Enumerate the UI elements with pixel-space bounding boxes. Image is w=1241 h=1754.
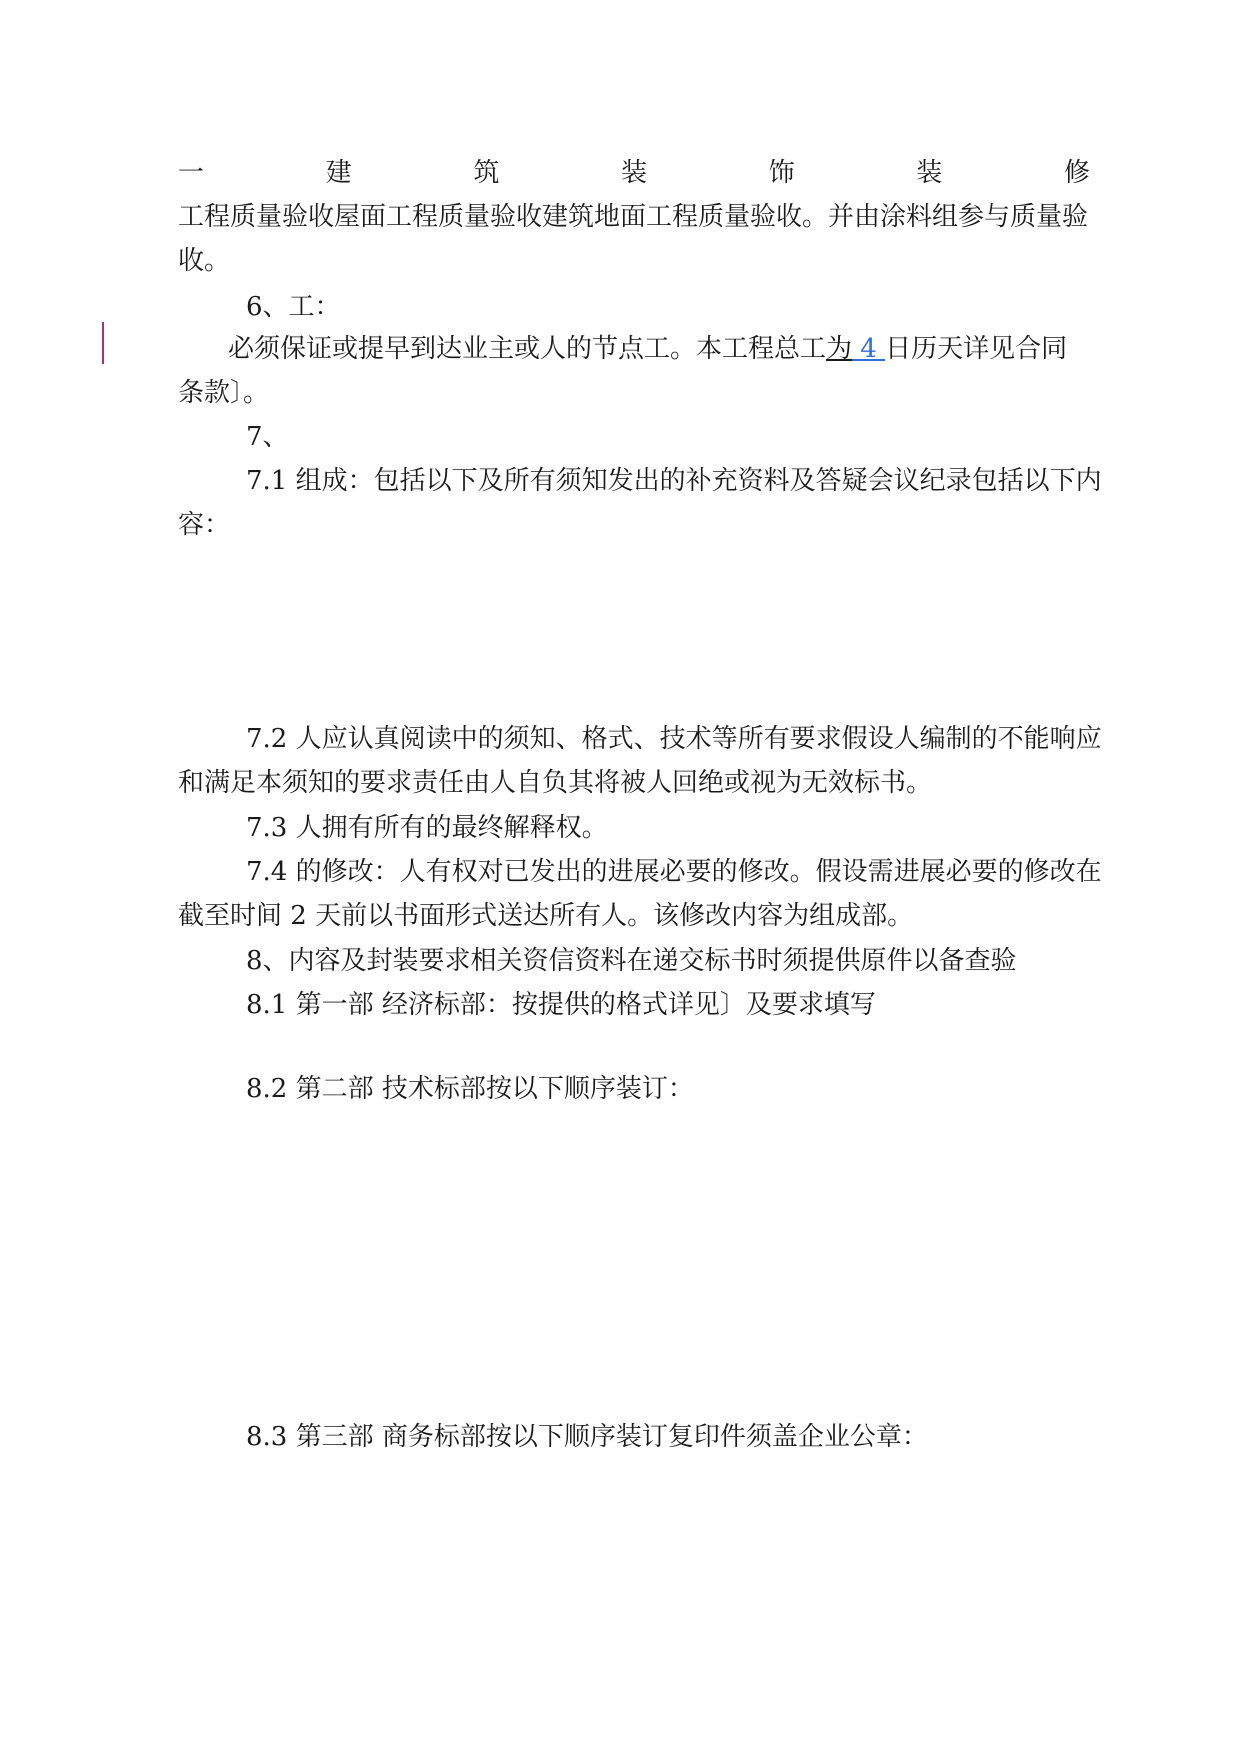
heading-char: 一: [178, 158, 205, 188]
paragraph-line: 容：: [178, 510, 231, 540]
paragraph-line: 7.1 组成：包括以下及所有须知发出的补充资料及答疑会议纪录包括以下内: [246, 466, 1102, 496]
heading-char: 装: [916, 158, 943, 188]
heading-spread-line: [178, 156, 1090, 190]
paragraph-line: [228, 332, 1067, 366]
paragraph-line: 7.3 人拥有所有的最终解释权。: [246, 813, 608, 843]
paragraph-line: 工程质量验收屋面工程质量验收建筑地面工程质量验收。并由涂料组参与质量验: [178, 202, 1089, 232]
paragraph-line: 和满足本须知的要求责任由人自负其将被人回绝或视为无效标书。: [178, 768, 933, 798]
heading-char: 修: [1063, 158, 1090, 188]
paragraph-line: 8.3 第三部 商务标部按以下顺序装订复印件须盖企业公章：: [246, 1422, 928, 1452]
paragraph-line: 7.4 的修改：人有权对已发出的进展必要的修改。假设需进展必要的修改在: [246, 857, 1102, 887]
heading-char: 装: [620, 158, 647, 188]
section-heading: 7、: [246, 422, 289, 452]
underlined-text: 为: [826, 334, 853, 364]
paragraph-line: 8.2 第二部 技术标部按以下顺序装订：: [246, 1074, 694, 1104]
paragraph-line: 8、内容及封装要求相关资信资料在递交标书时须提供原件以备查验: [246, 946, 1017, 976]
paragraph-line: 8.1 第一部 经济标部：按提供的格式详见〕及要求填写: [246, 990, 876, 1020]
text-run: 日历天详见合同: [885, 334, 1068, 364]
paragraph-line: 7.2 人应认真阅读中的须知、格式、技术等所有要求假设人编制的不能响应: [246, 724, 1102, 754]
text-run: 必须保证或提早到达业主或人的节点工。本工程总工: [228, 334, 827, 364]
section-heading: 6、工：: [246, 292, 341, 322]
paragraph-line: 截至时间 2 天前以书面形式送达所有人。该修改内容为组成部。: [178, 901, 914, 931]
heading-char: 筑: [473, 158, 500, 188]
paragraph-line: 收。: [178, 246, 231, 276]
heading-char: 饰: [768, 158, 795, 188]
paragraph-line: 条款〕。: [178, 378, 270, 408]
heading-char: 建: [325, 158, 352, 188]
revision-marker: [102, 322, 104, 364]
duration-value: 4: [852, 334, 886, 364]
